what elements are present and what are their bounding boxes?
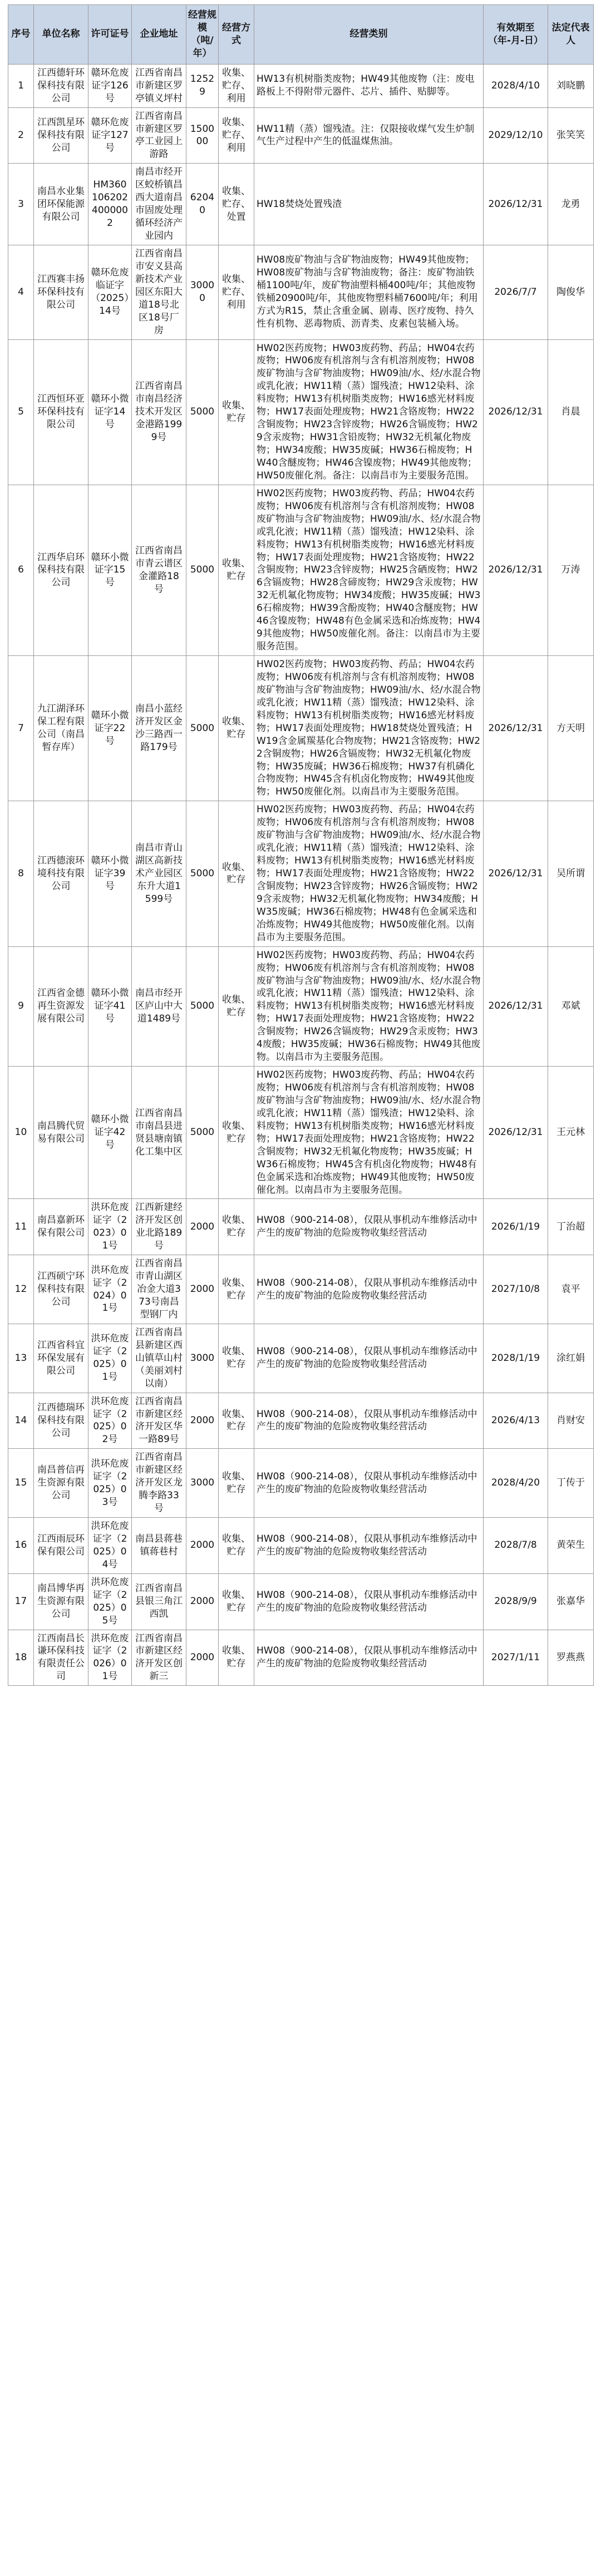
cell-index: 18: [8, 1630, 34, 1686]
cell-category: HW08（900-214-08），仅限从事机动车维修活动中产生的废矿物油的危险废物收集经营活动: [254, 1255, 484, 1324]
header-legal-rep: 法定代表人: [548, 5, 594, 65]
cell-unit-name: 江西南昌长谦环保科技有限责任公司: [34, 1630, 88, 1686]
cell-index: 11: [8, 1199, 34, 1255]
cell-validity: 2027/1/11: [484, 1630, 548, 1686]
cell-legal-rep: 丁治超: [548, 1199, 594, 1255]
cell-legal-rep: 涂红娟: [548, 1324, 594, 1393]
table-row: [8, 1393, 594, 1449]
cell-license-no: 洪环危废证字（2026）01号: [88, 1630, 132, 1686]
cell-mode: 收集、贮存: [219, 485, 254, 655]
cell-address: 江西省南昌市青云谱区金灌路18号: [132, 485, 186, 655]
cell-license-no: 洪环危废证字（2025）03号: [88, 1449, 132, 1518]
cell-category: HW08（900-214-08），仅限从事机动车维修活动中产生的废矿物油的危险废物收集经营活动: [254, 1393, 484, 1449]
cell-validity: 2028/4/10: [484, 64, 548, 107]
cell-legal-rep: 陶俊华: [548, 245, 594, 339]
cell-capacity: 30000: [186, 245, 219, 339]
cell-mode: 收集、贮存: [219, 1449, 254, 1518]
cell-license-no: 洪环危废证字（2025）05号: [88, 1573, 132, 1630]
cell-license-no: HM360106202400000 2: [88, 164, 132, 245]
cell-index: 10: [8, 1067, 34, 1199]
cell-legal-rep: 黄荣生: [548, 1518, 594, 1574]
cell-unit-name: 江西赛丰扬环保科技有限公司: [34, 245, 88, 339]
cell-capacity: 150000: [186, 107, 219, 164]
cell-address: 南昌市经开区庐山中大道1489号: [132, 946, 186, 1066]
cell-capacity: 2000: [186, 1573, 219, 1630]
cell-index: 2: [8, 107, 34, 164]
cell-index: 12: [8, 1255, 34, 1324]
cell-mode: 收集、贮存: [219, 1199, 254, 1255]
cell-mode: 收集、贮存: [219, 1573, 254, 1630]
cell-unit-name: 江西德瑞环保科技有限公司: [34, 1393, 88, 1449]
cell-mode: 收集、贮存、利用: [219, 64, 254, 107]
cell-mode: 收集、贮存: [219, 946, 254, 1066]
table-row: [8, 164, 594, 245]
cell-mode: 收集、贮存: [219, 1255, 254, 1324]
cell-validity: 2026/1/19: [484, 1199, 548, 1255]
cell-unit-name: 南昌水业集团环保能源有限公司: [34, 164, 88, 245]
cell-address: 江西省南昌县新建区西山镇草山村（美丽刘村以南）: [132, 1324, 186, 1393]
cell-license-no: 洪环危废证字（2025）04号: [88, 1518, 132, 1574]
cell-mode: 收集、贮存: [219, 656, 254, 801]
header-capacity: 经营规模（吨/年）: [186, 5, 219, 65]
table-body: [8, 64, 594, 1686]
cell-address: 南昌市青山湖区高新技术产业园区东升大道1599号: [132, 801, 186, 946]
cell-legal-rep: 吴所谓: [548, 801, 594, 946]
cell-license-no: 洪环危废证字（2025）02号: [88, 1393, 132, 1449]
cell-validity: 2026/12/31: [484, 946, 548, 1066]
cell-unit-name: 南昌嘉新环保有限公司: [34, 1199, 88, 1255]
header-validity: 有效期至（年-月-日）: [484, 5, 548, 65]
cell-mode: 收集、贮存: [219, 1067, 254, 1199]
cell-license-no: 赣环危废临证字（2025）14号: [88, 245, 132, 339]
cell-unit-name: 南昌普信再生资源有限公司: [34, 1449, 88, 1518]
cell-unit-name: 南昌博华再生资源有限公司: [34, 1573, 88, 1630]
cell-category: HW11精（蒸）馏残渣。注：仅限接收煤气发生炉制气生产过程中产生的低温煤焦油。: [254, 107, 484, 164]
cell-validity: 2028/4/20: [484, 1449, 548, 1518]
cell-category: HW08（900-214-08），仅限从事机动车维修活动中产生的废矿物油的危险废物收集经营活动: [254, 1199, 484, 1255]
cell-validity: 2028/9/9: [484, 1573, 548, 1630]
cell-validity: 2026/12/31: [484, 656, 548, 801]
cell-license-no: 赣环小微证字14号: [88, 339, 132, 485]
header-mode: 经营方式: [219, 5, 254, 65]
table-row: [8, 107, 594, 164]
cell-index: 1: [8, 64, 34, 107]
cell-license-no: 赣环小微证字41号: [88, 946, 132, 1066]
cell-unit-name: 江西恒环亚环保科技有限公司: [34, 339, 88, 485]
header-unit-name: 单位名称: [34, 5, 88, 65]
cell-index: 8: [8, 801, 34, 946]
table-row: [8, 1067, 594, 1199]
cell-capacity: 5000: [186, 339, 219, 485]
cell-legal-rep: 肖晨: [548, 339, 594, 485]
table-row: [8, 801, 594, 946]
cell-address: 江西省南昌市新建区经济开发区创新三: [132, 1630, 186, 1686]
cell-address: 江西省南昌市新建区经济开发区华一路89号: [132, 1393, 186, 1449]
cell-validity: 2026/12/31: [484, 801, 548, 946]
header-index: 序号: [8, 5, 34, 65]
table-header: [8, 5, 594, 65]
cell-mode: 收集、贮存: [219, 1324, 254, 1393]
cell-legal-rep: 丁传于: [548, 1449, 594, 1518]
cell-validity: 2028/1/19: [484, 1324, 548, 1393]
cell-mode: 收集、贮存、处置: [219, 164, 254, 245]
cell-capacity: 2000: [186, 1518, 219, 1574]
cell-capacity: 2000: [186, 1630, 219, 1686]
cell-unit-name: 南昌腾代贸易有限公司: [34, 1067, 88, 1199]
cell-unit-name: 九江湖泽环保工程有限公司（南昌暂存库）: [34, 656, 88, 801]
cell-capacity: 3000: [186, 1324, 219, 1393]
cell-legal-rep: 袁平: [548, 1255, 594, 1324]
cell-category: HW02医药废物；HW03废药物、药品；HW04农药废物；HW06废有机溶剂与含有机溶剂废物；HW08废矿物油与含矿物油废物；HW09油/水、烃/水混合物或乳化液；HW11精（蒸）馏残渣；HW12染料、涂料废物；HW13有机树脂类废物；HW16感光材料废物；HW17表面处理废物；HW21含铬废物；HW22含铜废物；HW23含锌废物；HW25含硒废物；HW26含镉废物；HW28含碲废物；HW29含汞废物；HW32无机氟化物废物；HW34废酸；HW35废碱；HW36石棉废物；HW39含酚废物；HW40含醚废物；HW46含镍废物；HW48有色金属采选和冶炼废物；HW49其他废物；HW50废催化剂。备注：以南昌市为主要服务范围。: [254, 485, 484, 655]
cell-capacity: 3000: [186, 1449, 219, 1518]
hazardous-waste-license-table: [8, 4, 594, 1686]
cell-index: 5: [8, 339, 34, 485]
cell-capacity: 5000: [186, 1067, 219, 1199]
cell-unit-name: 江西德滚环境科技有限公司: [34, 801, 88, 946]
table-row: [8, 1324, 594, 1393]
cell-capacity: 2000: [186, 1255, 219, 1324]
cell-legal-rep: 万涛: [548, 485, 594, 655]
cell-category: HW08（900-214-08），仅限从事机动车维修活动中产生的废矿物油的危险废物收集经营活动: [254, 1630, 484, 1686]
table-row: [8, 946, 594, 1066]
cell-address: 南昌市经开区蛟桥镇昌西大道南昌市固废处理循环经济产业园内: [132, 164, 186, 245]
cell-category: HW18焚烧处置残渣: [254, 164, 484, 245]
table-row: [8, 1255, 594, 1324]
cell-validity: 2026/7/7: [484, 245, 548, 339]
cell-capacity: 5000: [186, 656, 219, 801]
cell-license-no: 赣环小微证字39号: [88, 801, 132, 946]
table-row: [8, 64, 594, 107]
cell-unit-name: 江西华启环保科技有限公司: [34, 485, 88, 655]
table-row: [8, 1199, 594, 1255]
cell-category: HW02医药废物；HW03废药物、药品；HW04农药废物；HW06废有机溶剂与含有机溶剂废物；HW08废矿物油与含矿物油废物；HW09油/水、烃/水混合物或乳化液；HW11精（蒸）馏残渣；HW12染料、涂料废物；HW13有机树脂类废物；HW16感光材料废物；HW17表面处理废物；HW21含铬废物；HW22含铜废物；HW23含锌废物；HW26含镉废物；HW29含汞废物；HW32无机氟化物废物；HW34废酸；HW35废碱；HW36石棉废物；HW48有色金属采选和冶炼废物；HW49其他废物；HW50废催化剂。以南昌市为主要服务范围。: [254, 801, 484, 946]
cell-mode: 收集、贮存: [219, 1393, 254, 1449]
cell-unit-name: 江西雨辰环保有限公司: [34, 1518, 88, 1574]
cell-address: 江西省南昌市新建区罗亭镇义坪村: [132, 64, 186, 107]
cell-license-no: 洪环危废证字（2025）01号: [88, 1324, 132, 1393]
cell-address: 江西省南昌市安义县高新技术产业园区东阳大道18号北区18号厂房: [132, 245, 186, 339]
cell-validity: 2026/12/31: [484, 1067, 548, 1199]
cell-legal-rep: 王元林: [548, 1067, 594, 1199]
cell-category: HW08废矿物油与含矿物油废物；HW49其他废物；HW08废矿物油与含矿物油废物；备注：废矿物油铁桶1100吨/年，废矿物油塑料桶400吨/年；其他废物铁桶20900吨/年，其他废物塑料桶7600吨/年；利用方式为R15，禁止含重金属、剧毒、医疗废物、持久性有机物、恶毒物质、沥青类、皮素包装桶入场。: [254, 245, 484, 339]
cell-license-no: 洪环危废证字（2024）01号: [88, 1255, 132, 1324]
table-row: [8, 1449, 594, 1518]
cell-address: 南昌县蒋巷镇蒋巷村: [132, 1518, 186, 1574]
table-row: [8, 656, 594, 801]
cell-index: 13: [8, 1324, 34, 1393]
cell-address: 江西省南昌市南昌经济技术开发区金港路1999号: [132, 339, 186, 485]
cell-unit-name: 江西省金德再生资源发展有限公司: [34, 946, 88, 1066]
cell-index: 9: [8, 946, 34, 1066]
cell-capacity: 2000: [186, 1199, 219, 1255]
cell-index: 15: [8, 1449, 34, 1518]
table-row: [8, 245, 594, 339]
cell-validity: 2026/12/31: [484, 164, 548, 245]
cell-capacity: 2000: [186, 1393, 219, 1449]
cell-index: 16: [8, 1518, 34, 1574]
cell-validity: 2026/12/31: [484, 485, 548, 655]
cell-category: HW02医药废物；HW03废药物、药品；HW04农药废物；HW06废有机溶剂与含有机溶剂废物；HW08废矿物油与含矿物油废物；HW09油/水、烃/水混合物或乳化液；HW11精（蒸）馏残渣；HW12染料、涂料废物；HW13有机树脂类废物；HW16感光材料废物；HW17表面处理废物；HW21含铬废物；HW22含铜废物；HW23含锌废物；HW26含镉废物；HW29含汞废物；HW31含铅废物；HW32无机氟化物废物；HW34废酸；HW35废碱；HW36石棉废物；HW40含醚废物；HW46含镍废物；HW49其他废物；HW50废催化剂。备注：以南昌市为主要服务范围。: [254, 339, 484, 485]
cell-index: 3: [8, 164, 34, 245]
cell-capacity: 5000: [186, 485, 219, 655]
cell-legal-rep: 张笑笑: [548, 107, 594, 164]
cell-validity: 2028/7/8: [484, 1518, 548, 1574]
cell-license-no: 赣环危废证字126号: [88, 64, 132, 107]
cell-legal-rep: 张嘉华: [548, 1573, 594, 1630]
cell-index: 4: [8, 245, 34, 339]
cell-legal-rep: 罗燕燕: [548, 1630, 594, 1686]
table-row: [8, 1518, 594, 1574]
cell-index: 7: [8, 656, 34, 801]
cell-legal-rep: 龙勇: [548, 164, 594, 245]
header-address: 企业地址: [132, 5, 186, 65]
cell-index: 6: [8, 485, 34, 655]
cell-unit-name: 江西德轩环保科技有限公司: [34, 64, 88, 107]
cell-category: HW02医药废物；HW03废药物、药品；HW04农药废物；HW06废有机溶剂与含有机溶剂废物；HW08废矿物油与含矿物油废物；HW09油/水、烃/水混合物或乳化液；HW11精（蒸）馏残渣；HW12染料、涂料废物；HW13有机树脂类废物；HW16感光材料废物；HW17表面处理废物；HW18焚烧处置残渣；HW19含金属羰基化合物废物；HW21含铬废物；HW22含铜废物；HW26含镉废物；HW32无机氟化物废物；HW35废碱；HW36石棉废物；HW37有机磷化合物废物；HW45含有机卤化物废物；HW49其他废物；HW50废催化剂。以南昌市为主要服务范围。: [254, 656, 484, 801]
cell-mode: 收集、贮存、利用: [219, 107, 254, 164]
cell-mode: 收集、贮存: [219, 339, 254, 485]
cell-validity: 2026/12/31: [484, 339, 548, 485]
cell-category: HW08（900-214-08），仅限从事机动车维修活动中产生的废矿物油的危险废物收集经营活动: [254, 1573, 484, 1630]
cell-category: HW02医药废物；HW03废药物、药品；HW04农药废物；HW06废有机溶剂与含有机溶剂废物；HW08废矿物油与含矿物油废物；HW09油/水、烃/水混合物或乳化液；HW11精（蒸）馏残渣；HW12染料、涂料废物；HW13有机树脂类废物；HW16感光材料废物；HW17表面处理废物；HW21含铬废物；HW22含铜废物；HW26含镉废物；HW29含汞废物；HW34废酸；HW35废碱；HW36石棉废物；HW49其他废物。以南昌市为主要服务范围。: [254, 946, 484, 1066]
table-row: [8, 1573, 594, 1630]
cell-license-no: 赣环小微证字42号: [88, 1067, 132, 1199]
cell-legal-rep: 邓斌: [548, 946, 594, 1066]
table-row: [8, 485, 594, 655]
cell-license-no: 洪环危废证字（2023）01号: [88, 1199, 132, 1255]
cell-unit-name: 江西凯星环保科技有限公司: [34, 107, 88, 164]
cell-license-no: 赣环小微证字22号: [88, 656, 132, 801]
cell-legal-rep: 肖财安: [548, 1393, 594, 1449]
cell-validity: 2026/4/13: [484, 1393, 548, 1449]
cell-address: 江西省南昌县银三角江西凯: [132, 1573, 186, 1630]
cell-capacity: 5000: [186, 801, 219, 946]
table-row: [8, 339, 594, 485]
cell-license-no: 赣环小微证字15号: [88, 485, 132, 655]
cell-address: 江西新建经济开发区创业北路189号: [132, 1199, 186, 1255]
cell-category: HW08（900-214-08），仅限从事机动车维修活动中产生的废矿物油的危险废物收集经营活动: [254, 1518, 484, 1574]
cell-mode: 收集、贮存、利用: [219, 245, 254, 339]
cell-legal-rep: 刘晓鹏: [548, 64, 594, 107]
cell-category: HW02医药废物；HW03废药物、药品；HW04农药废物；HW06废有机溶剂与含有机溶剂废物；HW08废矿物油与含矿物油废物；HW09油/水、烃/水混合物或乳化液；HW11精（蒸）馏残渣；HW12染料、涂料废物；HW13有机树脂类废物；HW16感光材料废物；HW17表面处理废物；HW21含铬废物；HW22含铜废物；HW32无机氟化物废物；HW35废碱；HW36石棉废物；HW45含有机卤化物废物；HW48有色金属采选和冶炼废物；HW49其他废物；HW50废催化剂。以南昌市为主要服务范围。: [254, 1067, 484, 1199]
cell-unit-name: 江西硕宁环保科技有限公司: [34, 1255, 88, 1324]
table-row: [8, 1630, 594, 1686]
cell-category: HW08（900-214-08），仅限从事机动车维修活动中产生的废矿物油的危险废物收集经营活动: [254, 1449, 484, 1518]
cell-mode: 收集、贮存: [219, 1630, 254, 1686]
cell-mode: 收集、贮存: [219, 1518, 254, 1574]
header-license-no: 许可证号: [88, 5, 132, 65]
cell-index: 17: [8, 1573, 34, 1630]
cell-category: HW08（900-214-08），仅限从事机动车维修活动中产生的废矿物油的危险废物收集经营活动: [254, 1324, 484, 1393]
header-category: 经营类别: [254, 5, 484, 65]
cell-capacity: 62040: [186, 164, 219, 245]
cell-validity: 2029/12/10: [484, 107, 548, 164]
cell-address: 江西省南昌市新建区经济开发区龙腾李路33号: [132, 1449, 186, 1518]
cell-address: 南昌小蓝经济开发区金沙三路西一路179号: [132, 656, 186, 801]
cell-license-no: 赣环危废证字127号: [88, 107, 132, 164]
cell-index: 14: [8, 1393, 34, 1449]
cell-address: 江西省南昌市新建区罗亭工业园上游路: [132, 107, 186, 164]
cell-legal-rep: 方天明: [548, 656, 594, 801]
cell-capacity: 12529: [186, 64, 219, 107]
cell-mode: 收集、贮存: [219, 801, 254, 946]
cell-capacity: 5000: [186, 946, 219, 1066]
header-row: [8, 5, 594, 65]
cell-validity: 2027/10/8: [484, 1255, 548, 1324]
cell-address: 江西省南昌市青山湖区冶金大道373号南昌型钢厂内: [132, 1255, 186, 1324]
cell-unit-name: 江西省科宜环保发展有限公司: [34, 1324, 88, 1393]
cell-address: 江西省南昌市南昌县进贤县塘南镇化工集中区: [132, 1067, 186, 1199]
cell-category: HW13有机树脂类废物；HW49其他废物（注：废电路板上不得附带元器件、芯片、插件、贴脚等。: [254, 64, 484, 107]
